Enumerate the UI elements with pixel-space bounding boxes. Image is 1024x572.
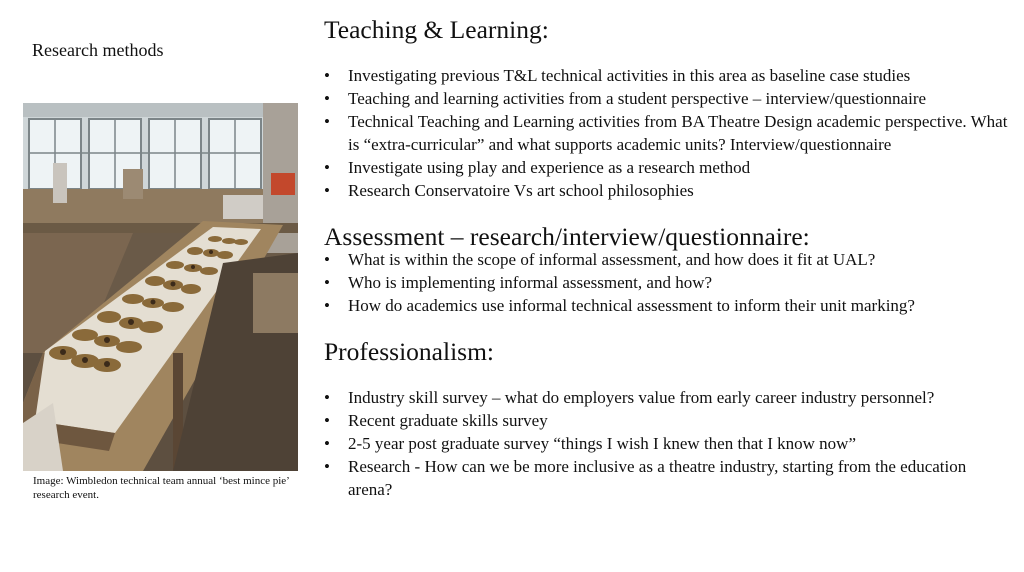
list-item: • Who is implementing informal assessment, and how? <box>324 271 1014 294</box>
list-item: • Recent graduate skills survey <box>324 409 1014 432</box>
section-heading-teaching-learning: Teaching & Learning: <box>324 15 549 44</box>
photo-caption: Image: Wimbledon technical team annual ‘best mince pie’ research event. <box>33 475 290 501</box>
slide-title: Research methods <box>32 40 164 60</box>
section-heading-assessment: Assessment – research/interview/questionnaire: <box>324 222 810 251</box>
list-item: • Teaching and learning activities from a student perspective – interview/questionnaire <box>324 87 1014 110</box>
list-item: • Research - How can we be more inclusive as a theatre industry, starting from the education arena? <box>324 455 1014 501</box>
teaching-learning-list <box>324 64 1014 202</box>
list-item: • Investigate using play and experience as a research method <box>324 156 1014 179</box>
list-item: • Investigating previous T&L technical activities in this area as baseline case studies <box>324 64 1014 87</box>
professionalism-list <box>324 386 1014 501</box>
list-item: • Research Conservatoire Vs art school philosophies <box>324 179 1014 202</box>
assessment-list <box>324 248 1014 317</box>
list-item: • What is within the scope of informal assessment, and how does it fit at UAL? <box>324 248 1014 271</box>
list-item: • Industry skill survey – what do employers value from early career industry personnel? <box>324 386 1014 409</box>
list-item: • How do academics use informal technical assessment to inform their unit marking? <box>324 294 1014 317</box>
list-item: • Technical Teaching and Learning activities from BA Theatre Design academic perspective. What is “extra-curricular” and what supports academic units? Interview/questionnaire <box>324 110 1014 156</box>
workshop-photo-illustration <box>23 103 298 471</box>
content-area <box>324 15 1014 501</box>
section-heading-professionalism: Professionalism: <box>324 337 494 366</box>
workshop-photo <box>23 103 298 471</box>
list-item: • 2-5 year post graduate survey “things I wish I knew then that I know now” <box>324 432 1014 455</box>
